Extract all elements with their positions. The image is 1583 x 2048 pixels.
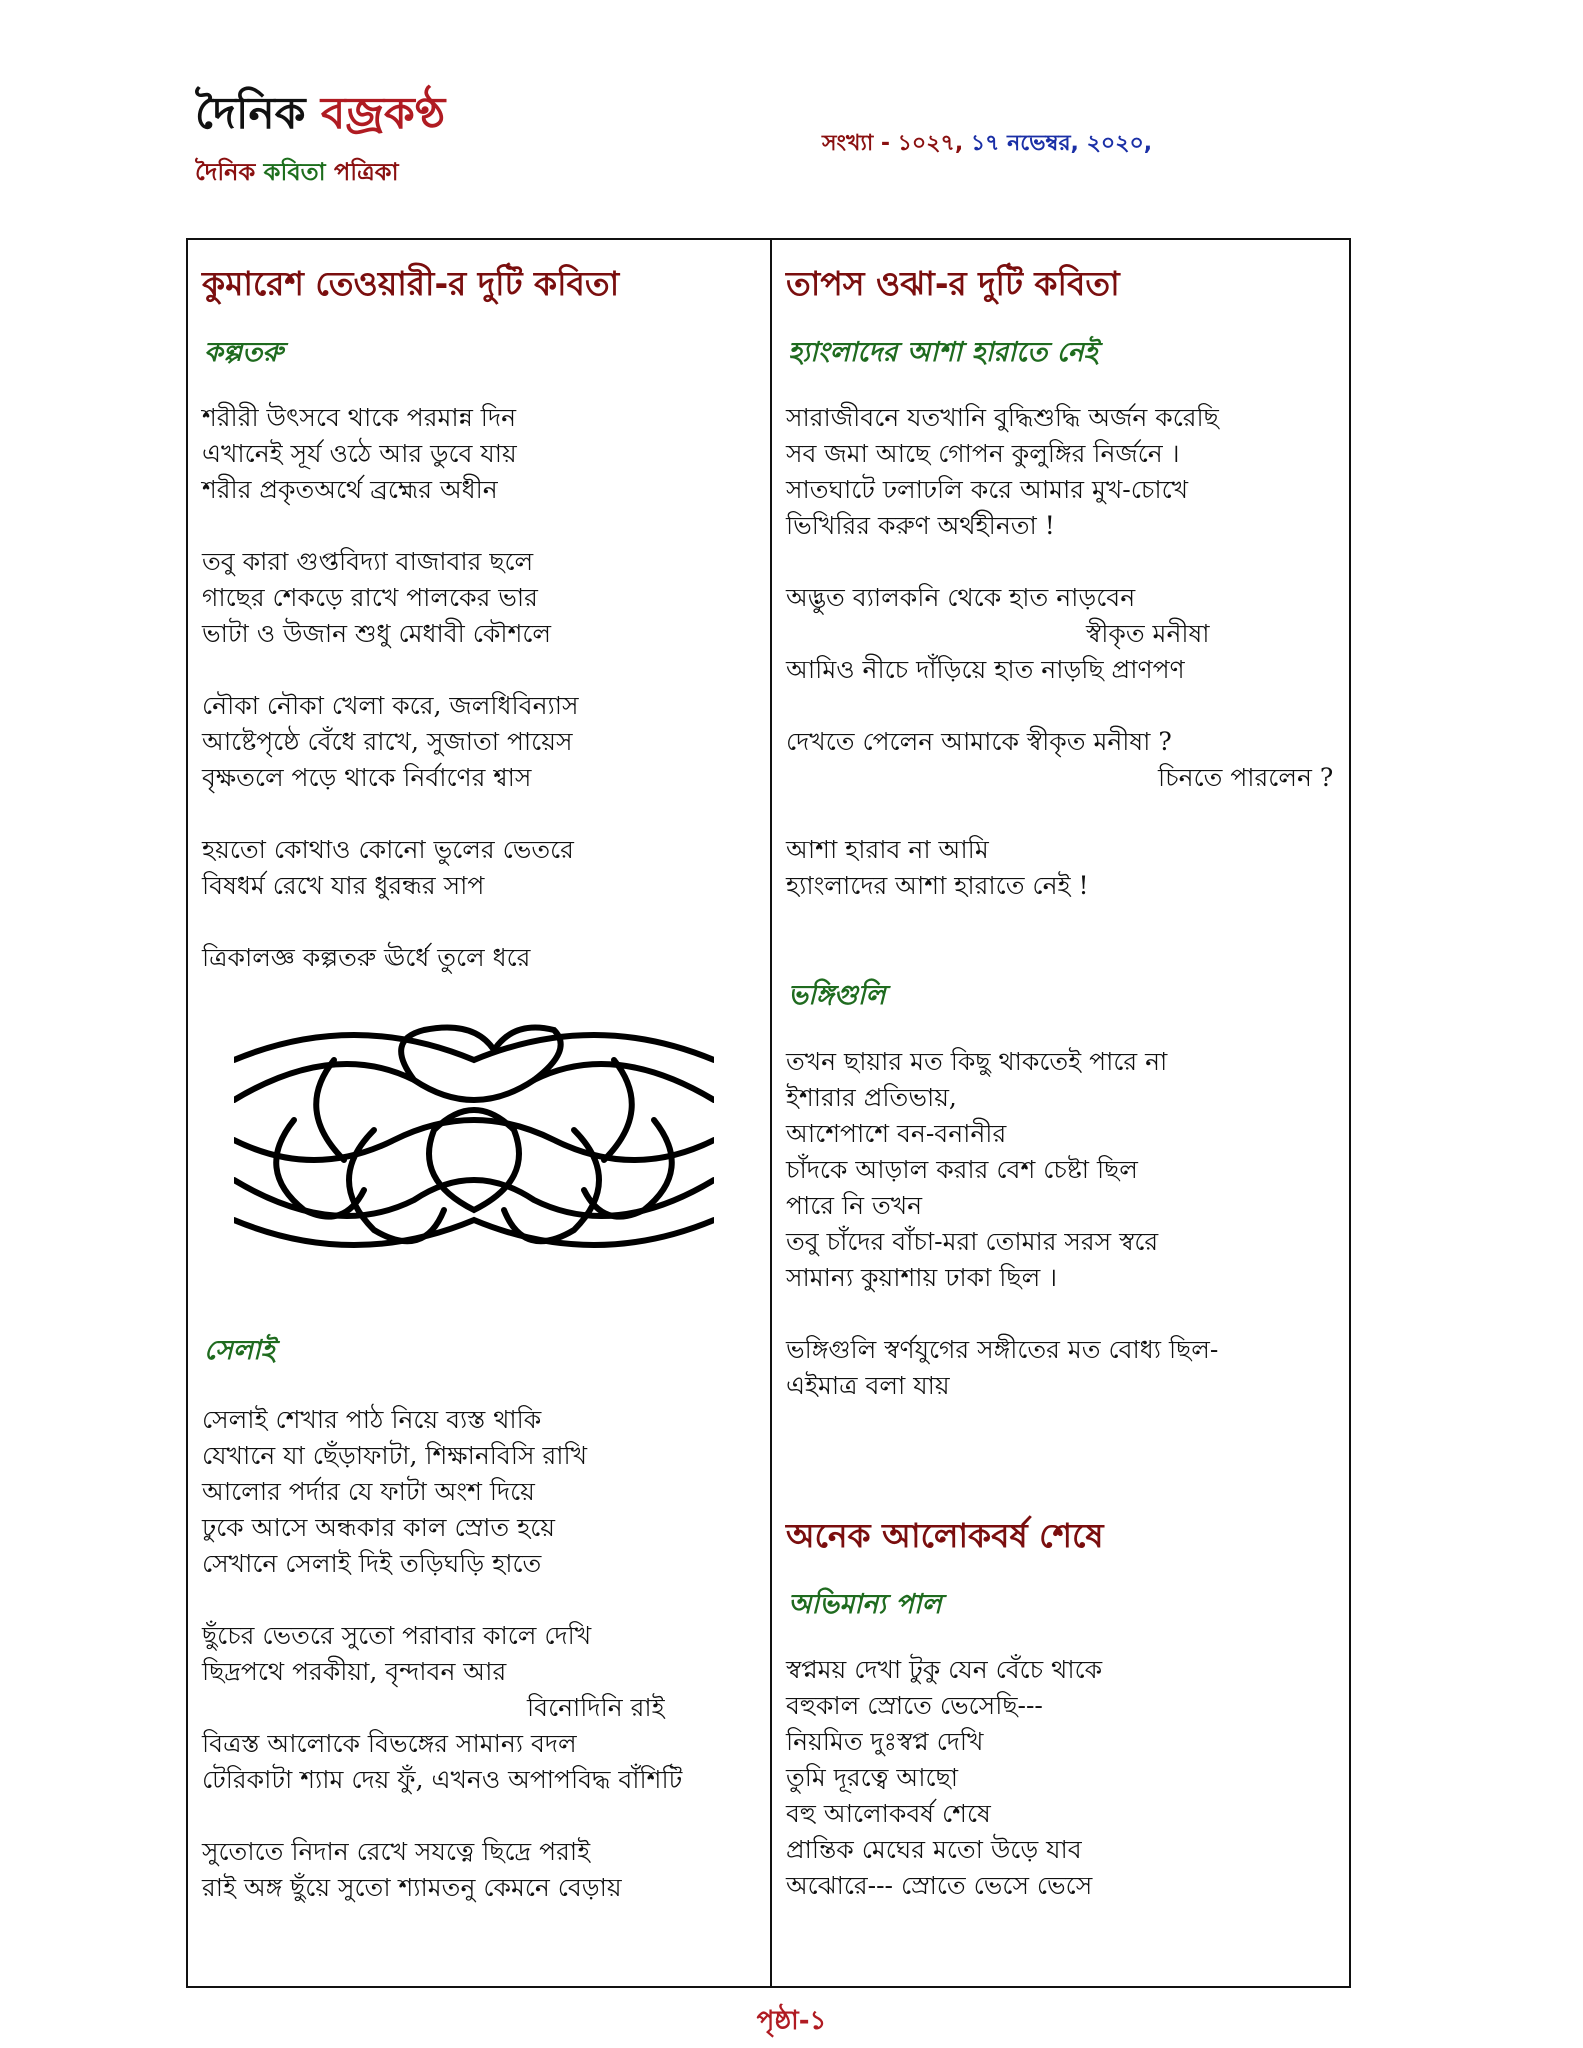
poem-line: গাছের শেকড়ে রাখে পালকের ভার — [202, 583, 538, 612]
masthead — [195, 88, 446, 194]
poem-line: প্রান্তিক মেঘের মতো উড়ে যাব — [786, 1835, 1082, 1864]
poem-line: দেখতে পেলেন আমাকে স্বীকৃত মনীষা ? — [786, 727, 1172, 756]
poem-line: সব জমা আছে গোপন কুলুঙ্গির নির্জনে । — [786, 439, 1180, 468]
poem-line: সামান্য কুয়াশায় ঢাকা ছিল । — [786, 1263, 1058, 1292]
poem-line: আমিও নীচে দাঁড়িয়ে হাত নাড়ছি প্রাণপণ — [786, 655, 1185, 684]
poem-body-kalpataru — [202, 400, 579, 976]
poem-title-bhongiguli: ভঙ্গিগুলি — [788, 980, 886, 1011]
poem-line: আষ্টেপৃষ্ঠে বেঁধে রাখে, সুজাতা পায়েস — [202, 727, 573, 756]
tagline — [195, 154, 445, 194]
right-section-title: তাপস ওঝা-র দুটি কবিতা — [786, 264, 1120, 303]
poem-line — [202, 652, 579, 688]
tagline-word-2: কবিতা — [263, 158, 326, 186]
poem-line: হ্যাংলাদের আশা হারাতে নেই ! — [786, 871, 1089, 900]
poem-body-bhongiguli — [786, 1044, 1218, 1404]
tagline-word-1: দৈনিক — [195, 158, 256, 186]
poem-title-kalpataru: কল্পতরু — [204, 337, 284, 368]
poem-line — [786, 688, 1333, 724]
issue-year: ২০২০, — [1086, 131, 1153, 156]
poem-line: তবু চাঁদের বাঁচা-মরা তোমার সরস স্বরে — [786, 1227, 1159, 1256]
poem-line: সুতোতে নিদান রেখে সযত্নে ছিদ্রে পরাই — [202, 1837, 591, 1866]
poem-line: তখন ছায়ার মত কিছু থাকতেই পারে না — [786, 1047, 1168, 1076]
logo-word-1: দৈনিক — [195, 88, 306, 139]
poem-line: চিনতে পারলেন ? — [1158, 763, 1334, 792]
right-column — [772, 240, 1351, 1986]
poem-line: আশেপাশে বন-বনানীর — [786, 1119, 1007, 1148]
poem-line: বৃক্ষতলে পড়ে থাকে নির্বাণের শ্বাস — [202, 763, 532, 792]
poem-line: অদ্ভুত ব্যালকনি থেকে হাত নাড়বেন — [786, 583, 1136, 612]
poem-line: বহুকাল স্রোতে ভেসেছি--- — [786, 1691, 1043, 1720]
poem-line: শরীরী উৎসবে থাকে পরমান্ন দিন — [202, 403, 517, 432]
poem-line: ত্রিকালজ্ঞ কল্পতরু ঊর্ধে তুলে ধরে — [202, 943, 531, 972]
right-section-title-2: অনেক আলোকবর্ষ শেষে — [786, 1516, 1104, 1555]
poem-line: বহু আলোকবর্ষ শেষে — [786, 1799, 991, 1828]
poem-line: ঢুকে আসে অন্ধকার কাল স্রোত হয়ে — [202, 1513, 556, 1542]
poem-line: ভঙ্গিগুলি স্বর্ণযুগের সঙ্গীতের মত বোধ্য ছিল- — [786, 1335, 1219, 1364]
poem-line: ভিখিরির করুণ অর্থহীনতা ! — [786, 511, 1055, 540]
poem-title-hyanglader: হ্যাংলাদের আশা হারাতে নেই — [788, 337, 1098, 368]
poem-line: স্বপ্নময় দেখা টুকু যেন বেঁচে থাকে — [786, 1655, 1103, 1684]
poem-line: নৌকা নৌকা খেলা করে, জলধিবিন্যাস — [202, 691, 579, 720]
poem-line: সেখানে সেলাই দিই তড়িঘড়ি হাতে — [202, 1549, 542, 1578]
poem-line — [202, 1582, 682, 1618]
issue-info — [822, 126, 1152, 163]
poem-line: শরীর প্রকৃতঅর্থে ব্রহ্মের অধীন — [202, 475, 498, 504]
poem-line — [202, 796, 579, 832]
poem-line: ইশারার প্রতিভায়, — [786, 1083, 957, 1112]
poem-line: স্বীকৃত মনীষা — [1086, 619, 1210, 648]
poem-line: যেখানে যা ছেঁড়াফাটা, শিক্ষানবিসি রাখি — [202, 1441, 588, 1470]
poem-line: এইমাত্র বলা যায় — [786, 1371, 950, 1400]
left-column — [188, 240, 770, 1986]
poem-line: ছিদ্রপথে পরকীয়া, বৃন্দাবন আর — [202, 1657, 507, 1686]
issue-number: সংখ্যা - ১০২৭, — [822, 131, 964, 156]
poem-title-selai: সেলাই — [204, 1335, 275, 1366]
poem-line: সারাজীবনে যতখানি বুদ্ধিশুদ্ধি অর্জন করেছি — [786, 403, 1219, 432]
poem-line: নিয়মিত দুঃস্বপ্ন দেখি — [786, 1727, 984, 1756]
poem-line: বিনোদিনি রাই — [527, 1693, 665, 1722]
poem-line: সেলাই শেখার পাঠ নিয়ে ব্যস্ত থাকি — [202, 1405, 542, 1434]
poem-line: ভাটা ও উজান শুধু মেধাবী কৌশলে — [202, 619, 552, 648]
knot-illustration — [234, 1020, 714, 1260]
poem-line: তুমি দূরত্বে আছো — [786, 1763, 959, 1792]
poem-line: টেরিকাটা শ্যাম দেয় ফুঁ, এখনও অপাপবিদ্ধ বাঁশিটি — [202, 1765, 683, 1794]
poem-author-abhimanyu: অভিমান্য পাল — [788, 1589, 942, 1620]
poem-line — [786, 796, 1333, 832]
poem-line: বিষধর্ম রেখে যার ধুরন্ধর সাপ — [202, 871, 485, 900]
logo-word-2: বজ্রকণ্ঠ — [320, 88, 446, 139]
poem-line — [202, 904, 579, 940]
left-section-title: কুমারেশ তেওয়ারী-র দুটি কবিতা — [202, 264, 620, 303]
content-frame — [186, 238, 1351, 1988]
poem-line — [202, 1798, 682, 1834]
poem-line: পারে নি তখন — [786, 1191, 923, 1220]
poem-body-alokborsho — [786, 1652, 1102, 1904]
poem-line: সাতঘাটে ঢলাঢলি করে আমার মুখ-চোখে — [786, 475, 1189, 504]
poem-body-selai — [202, 1402, 682, 1906]
poem-line: হয়তো কোথাও কোনো ভুলের ভেতরে — [202, 835, 574, 864]
poem-line: এখানেই সূর্য ওঠে আর ডুবে যায় — [202, 439, 517, 468]
poem-line: অঝোরে--- স্রোতে ভেসে ভেসে — [786, 1871, 1093, 1900]
poem-line: তবু কারা গুপ্তবিদ্যা বাজাবার ছলে — [202, 547, 534, 576]
poem-line — [202, 508, 579, 544]
poem-line: চাঁদকে আড়াল করার বেশ চেষ্টা ছিল — [786, 1155, 1138, 1184]
poem-body-hyanglader — [786, 400, 1333, 904]
poem-line: আলোর পর্দার যে ফাটা অংশ দিয়ে — [202, 1477, 535, 1506]
issue-date: ১৭ নভেম্বর, — [970, 131, 1079, 156]
tagline-word-3: পত্রিকা — [334, 158, 399, 186]
poem-line: বিত্রস্ত আলোকে বিভঙ্গের সামান্য বদল — [202, 1729, 577, 1758]
poem-line: রাই অঙ্গ ছুঁয়ে সুতো শ্যামতনু কেমনে বেড়ায় — [202, 1873, 622, 1902]
poem-line — [786, 544, 1333, 580]
page-number: পৃষ্ঠা-১ — [756, 2006, 827, 2036]
poem-line — [786, 1296, 1218, 1332]
poem-line: আশা হারাব না আমি — [786, 835, 989, 864]
poem-line: ছুঁচের ভেতরে সুতো পরাবার কালে দেখি — [202, 1621, 592, 1650]
newspaper-logo — [195, 88, 446, 139]
